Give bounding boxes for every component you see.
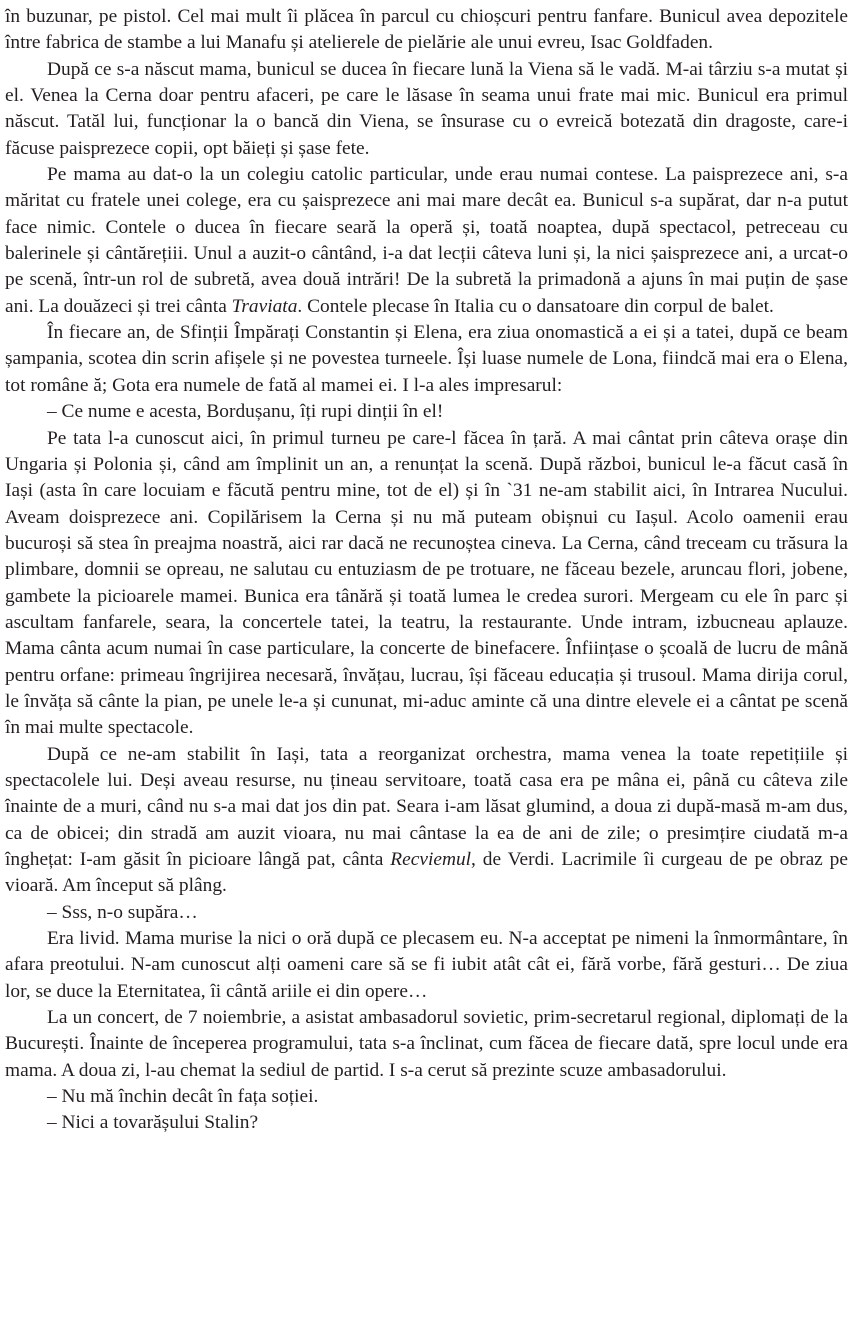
italic-title-recviemul: Recviemul (390, 849, 472, 870)
dialog-text: – Nu mă închin decât în fața soției. (47, 1086, 319, 1108)
paragraph-2 (5, 57, 848, 162)
paragraph-text: În fiecare an, de Sfinții Împărați Constantin și Elena, era ziua onomastică a ei și a tatei, după ce beam șampania, scotea din scrin afișele și ne povestea turneele. Își luase numele de Lona, fiindcă mai era o Elena, tot române ă; Gota era numele de fată al mamei ei. I l-a ales impresarul: (5, 322, 848, 396)
paragraph-5 (5, 426, 848, 742)
dialog-line-4 (5, 1110, 848, 1136)
paragraph-8 (5, 1005, 848, 1084)
dialog-line-2 (5, 900, 848, 926)
paragraph-text: Pe tata l-a cunoscut aici, în primul turneu pe care-l făcea în țară. A mai cântat prin câteva orașe din Ungaria și Polonia și, când am împlinit un an, a renunțat la scenă. După război, bunicul le-a făcut casă în Iași (asta în care locuiam e făcută pentru mine, tot de el) și în `31 ne-am stabilit aici, în Intrarea Nucului. Aveam doisprezece ani. Copilărisem la Cerna și nu mă puteam obișnui cu Iașul. Acolo oamenii erau bucuroși să stea în preajma noastră, aici rar dacă ne recunoștea cineva. La Cerna, când treceam cu trăsura la plimbare, domnii se opreau, ne salutau cu entuziasm de pe trotuare, ne făceau bezele, aruncau flori, jobene, gambete la picioarele mamei. Bunica era tânără și toată lumea le credea surori. Mergeam cu ele în parc și ascultam fanfarele, seara, la concertele tatei, la teatru, la restaurante. Unde intram, izbucneau aplauze. Mama cânta acum numai în case particulare, la concerte de binefacere. Înființase o școală de lucru de mână pentru orfane: primeau îngrijirea necesară, învățau, lucrau, își făceau educația și trusoul. Mama dirija corul, le învăța să cânte la pian, pe unele le-a și cununat, mi-aduc aminte că una dintre elevele ei a cântat pe scenă în mai multe spectacole. (5, 427, 848, 739)
paragraph-text: După ce s-a născut mama, bunicul se ducea în fiecare lună la Viena să le vadă. M-ai târziu s-a mutat și el. Venea la Cerna doar pentru afaceri, pe care le lăsase în seama unui frate mai mic. Bunicul era primul născut. Tatăl lui, funcționar la o bancă din Viena, se însurase cu o evreică botezată din dragoste, care-i făcuse paisprezece copii, opt băieți și șase fete. (5, 58, 848, 159)
paragraph-text: , de Verdi. Lacrimile îi curgeau de pe obraz pe vioară. Am început să plâng. (5, 849, 848, 897)
paragraph-text: După ce ne-am stabilit în Iași, tata a reorganizat orchestra, mama venea la toate repetițiile și spectacolele lui. Deși aveau resurse, nu țineau servitoare, toată casa era pe mâna ei, până cu câteva zile înainte de a muri, când nu s-a mai dat jos din pat. Seara i-am lăsat glumind, a doua zi după-masă m-am dus, ca de obicei; din stradă am auzit vioara, nu mai cântase la ea de ani de zile; o presimțire ciudată m-a înghețat: I-am găsit în picioare lângă pat, cânta (5, 743, 848, 870)
dialog-text: – Ce nume e acesta, Bordușanu, îți rupi dinții în el! (47, 401, 444, 423)
paragraph-4 (5, 320, 848, 399)
dialog-line-3 (5, 1084, 848, 1110)
dialog-line-1 (5, 399, 848, 425)
paragraph-text: La un concert, de 7 noiembrie, a asistat ambasadorul sovietic, prim-secretarul regional, diplomați de la București. Înainte de începerea programului, tata s-a înclinat, cum făcea de fiecare dată, spre locul unde era mama. A doua zi, l-au chemat la sediul de partid. I s-a cerut să prezinte scuze ambasadorului. (5, 1007, 848, 1081)
paragraph-text: . Contele plecase în Italia cu o dansatoare din corpul de balet. (297, 295, 774, 317)
document-page (5, 4, 848, 1137)
paragraph-text: în buzunar, pe pistol. Cel mai mult îi plăcea în parcul cu chioșcuri pentru fanfare. Bunicul avea depozitele între fabrica de stambe a lui Manafu și atelierele de pielărie ale unui evreu, Isac Goldfaden. (5, 6, 848, 54)
paragraph-1 (5, 4, 848, 57)
dialog-text: – Sss, n-o supăra… (47, 901, 198, 923)
paragraph-text: Pe mama au dat-o la un colegiu catolic particular, unde erau numai contese. La paisprezece ani, s-a măritat cu fratele unei colege, era cu șaisprezece ani mai mare decât ea. Bunicul s-a supărat, dar n-a putut face nimic. Contele o ducea în fiecare seară la operă și, toată noaptea, după spectacol, petreceau cu balerinele și cântărețiii. Unul a auzit-o cântând, i-a dat lecții câteva luni și, la nici șaisprezece ani, a urcat-o pe scenă, într-un rol de subretă, avea două intrări! De la subretă la primadonă a ajuns în mai puțin de șase ani. La douăzeci și trei cânta (5, 164, 848, 317)
paragraph-7 (5, 926, 848, 1005)
paragraph-text: Era livid. Mama murise la nici o oră după ce plecasem eu. N-a acceptat pe nimeni la înmormântare, în afara preotului. N-am cunoscut alți oameni care să se fi iubit atât cât ei, fără vorbe, fără gesturi… De ziua lor, se duce la Eternitatea, îi cântă ariile ei din opere… (5, 928, 848, 1002)
paragraph-3 (5, 162, 848, 320)
paragraph-6 (5, 742, 848, 900)
dialog-text: – Nici a tovarășului Stalin? (47, 1112, 259, 1134)
italic-title-traviata: Traviata (231, 295, 298, 317)
